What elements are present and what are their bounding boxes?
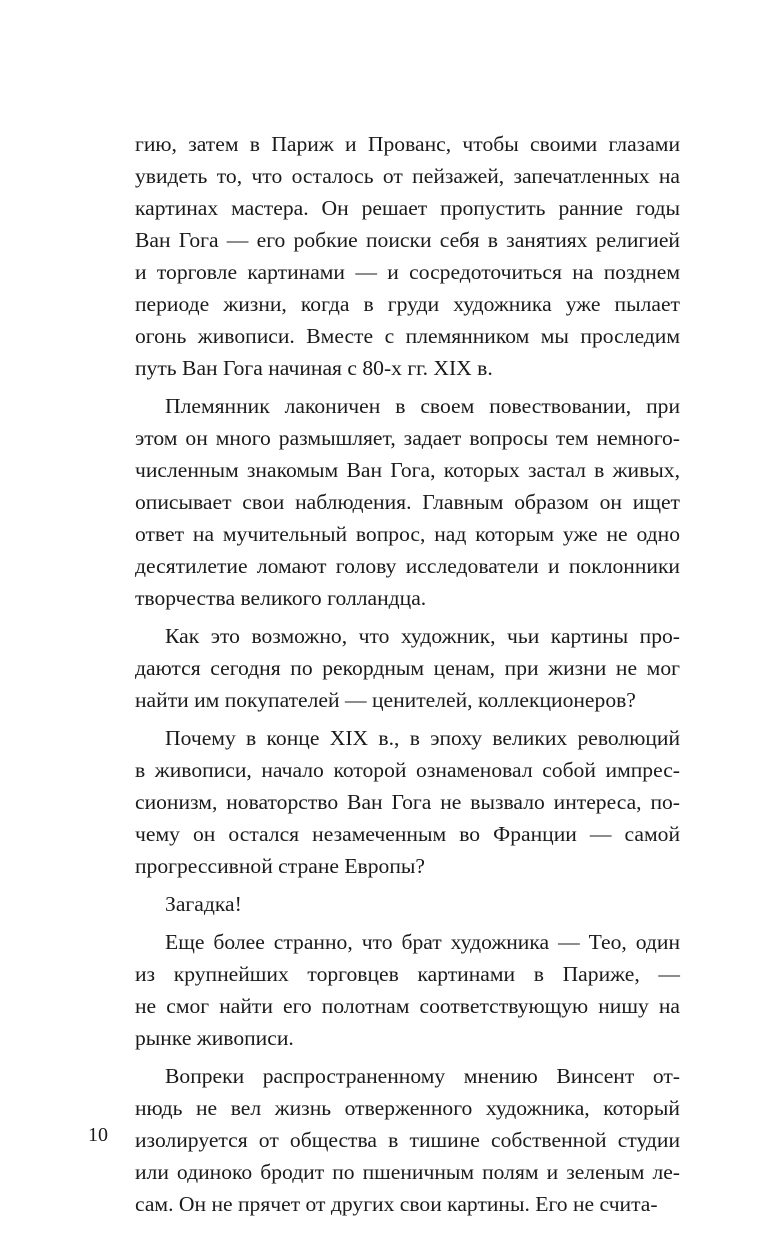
text-line: периоде жизни, когда в груди художника уже пылает — [135, 292, 680, 316]
text-line: Еще более странно, что брат художника — Тео, один — [165, 930, 680, 954]
paragraph — [135, 722, 680, 882]
text-line: чему он остался незамеченным во Франции — самой — [135, 822, 680, 846]
text-line: Племянник лаконичен в своем повествовании, при — [165, 394, 680, 418]
text-line: описывает свои наблюдения. Главным образом он ищет — [135, 490, 680, 514]
paragraph — [135, 128, 680, 384]
text-line: гию, затем в Париж и Прованс, чтобы своими глазами — [135, 132, 680, 156]
text-line: рынке живописи. — [135, 1026, 294, 1050]
paragraph — [135, 1060, 680, 1220]
paragraph — [135, 926, 680, 1054]
page-number: 10 — [88, 1124, 108, 1146]
text-line: десятилетие ломают голову исследователи и поклонники — [135, 554, 680, 578]
text-line: путь Ван Гога начиная с 80-х гг. XIX в. — [135, 356, 493, 380]
text-line: Ван Гога — его робкие поиски себя в занятиях религией — [135, 228, 680, 252]
text-line: Загадка! — [165, 892, 242, 916]
text-line: численным знакомым Ван Гога, которых застал в живых, — [135, 458, 680, 482]
text-line: в живописи, начало которой ознаменовал собой импрес- — [135, 758, 680, 782]
paragraph — [135, 390, 680, 614]
text-line: Вопреки распространенному мнению Винсент от- — [165, 1064, 680, 1088]
text-line: прогрессивной стране Европы? — [135, 854, 425, 878]
text-line: Почему в конце XIX в., в эпоху великих революций — [165, 726, 680, 750]
text-line: из крупнейших торговцев картинами в Париже, — — [135, 962, 680, 986]
text-line: картинах мастера. Он решает пропустить ранние годы — [135, 196, 680, 220]
text-line: нюдь не вел жизнь отверженного художника, который — [135, 1096, 680, 1120]
text-line: сам. Он не прячет от других свои картины. Его не счита- — [135, 1192, 658, 1216]
text-line: и торговле картинами — и сосредоточиться на позднем — [135, 260, 680, 284]
text-line: не смог найти его полотнам соответствующую нишу на — [135, 994, 680, 1018]
text-line: Как это возможно, что художник, чьи картины про- — [165, 624, 680, 648]
text-line: или одиноко бродит по пшеничным полям и зеленым ле- — [135, 1160, 680, 1184]
text-line: даются сегодня по рекордным ценам, при жизни не мог — [135, 656, 680, 680]
text-line: этом он много размышляет, задает вопросы тем немного- — [135, 426, 680, 450]
paragraph — [135, 620, 680, 716]
text-line: сионизм, новаторство Ван Гога не вызвало интереса, по- — [135, 790, 680, 814]
text-line: найти им покупателей — ценителей, коллекционеров? — [135, 688, 636, 712]
text-line: огонь живописи. Вместе с племянником мы проследим — [135, 324, 680, 348]
text-line: увидеть то, что осталось от пейзажей, запечатленных на — [135, 164, 680, 188]
paragraph — [135, 888, 680, 920]
text-line: ответ на мучительный вопрос, над которым уже не одно — [135, 522, 680, 546]
text-line: изолируется от общества в тишине собственной студии — [135, 1128, 680, 1152]
body-text — [135, 128, 680, 1220]
text-line: творчества великого голландца. — [135, 586, 427, 610]
